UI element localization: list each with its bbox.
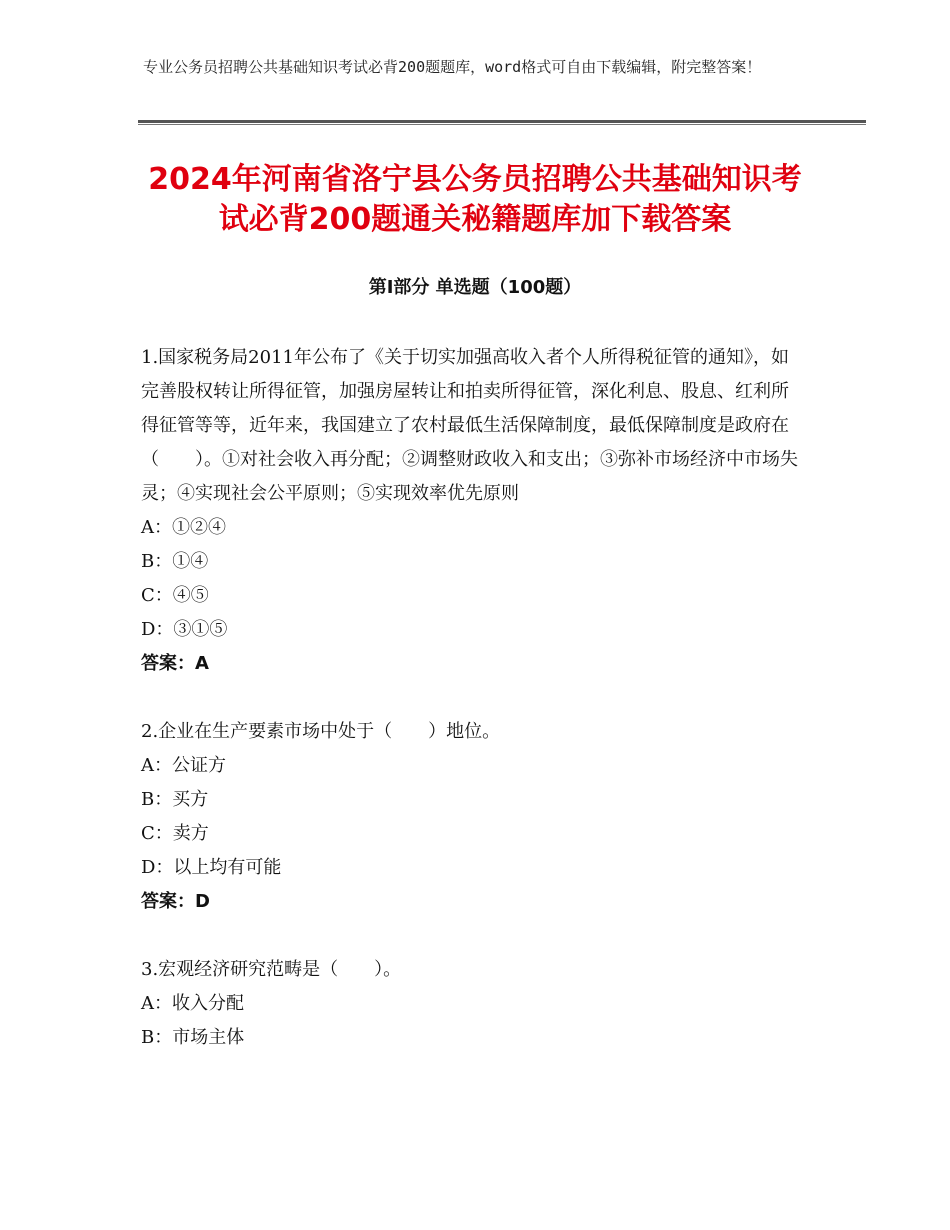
option-b: B：买方 [141,789,209,810]
section-title: 第Ⅰ部分 单选题（100题） [368,277,582,298]
option-a: A：公证方 [141,755,226,776]
option-b: B：市场主体 [141,1027,245,1048]
option-c: C：④⑤ [141,585,209,606]
answer: 答案：A [141,653,209,674]
question-2 [141,715,801,919]
document-title: 2024年河南省洛宁县公务员招聘公共基础知识考试必背200题通关秘籍题库加下载答案 [148,162,802,237]
question-stem: 2.企业在生产要素市场中处于（ ）地位。 [141,721,501,742]
option-c: C：卖方 [141,823,209,844]
header-divider [138,120,866,125]
answer: 答案：D [141,891,210,912]
question-list [141,341,801,1089]
option-b: B：①④ [141,551,209,572]
option-d: D：③①⑤ [141,619,228,640]
option-a: A：收入分配 [141,993,244,1014]
question-1 [141,341,801,681]
option-d: D：以上均有可能 [141,857,282,878]
question-stem: 1.国家税务局2011年公布了《关于切实加强高收入者个人所得税征管的通知》，如完善股权转让所得征管，加强房屋转让和拍卖所得征管，深化利息、股息、红利所得征管等等，近年来，我国建立了农村最低生活保障制度，最低保障制度是政府在（ ）。①对社会收入再分配；②调整财政收入和支出；③弥补市场经济中市场失灵；④实现社会公平原则；⑤实现效率优先原则 [141,347,798,504]
option-a: A：①②④ [141,517,226,538]
question-stem: 3.宏观经济研究范畴是（ ）。 [141,959,402,980]
question-3 [141,953,801,1055]
header-note: 专业公务员招聘公共基础知识考试必背200题题库，word格式可自由下载编辑，附完整答案！ [143,58,762,76]
